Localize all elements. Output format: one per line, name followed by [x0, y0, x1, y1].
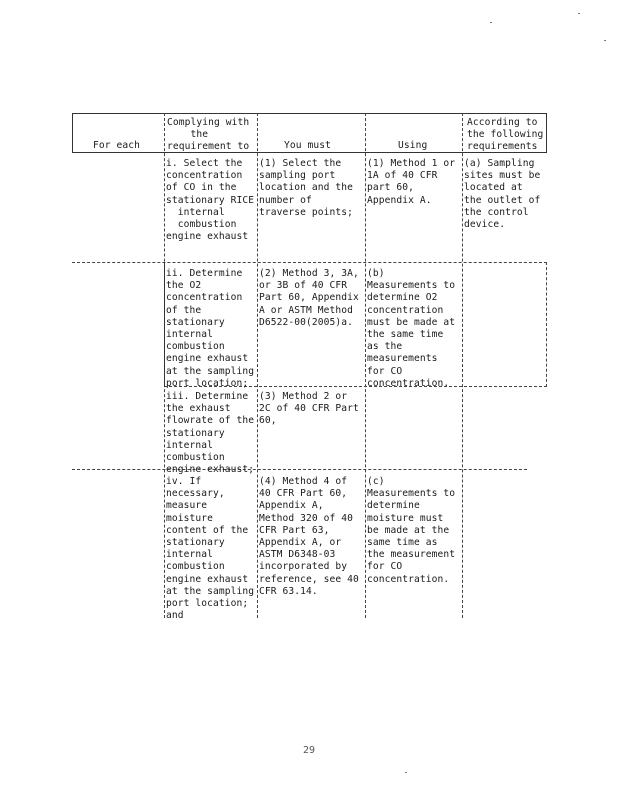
scan-speck — [490, 22, 492, 23]
row1-complying-cell: i. Select the concentration of CO in the stationary RICE internal combustion engine exhaust — [166, 158, 255, 243]
scan-speck — [405, 772, 407, 773]
page-number: 29 — [303, 745, 316, 756]
row4-complying-cell: iv. If necessary, measure moisture content of the stationary internal combustion engine exhaust at the sampling port location; and — [166, 476, 255, 622]
header-for-each: For each — [93, 140, 141, 151]
header-you-must: You must — [284, 140, 332, 151]
row2-complying-cell: ii. Determine the O2 concentration of the stationary internal combustion engine exhaust at the sampling port location; — [166, 268, 255, 389]
table-top-rule — [72, 113, 547, 114]
table-right-rule-lower — [546, 262, 547, 387]
row1-requirements-cell: (a) Sampling sites must be located at the outlet of the control device. — [464, 158, 541, 231]
row3-rule — [72, 469, 527, 470]
row2-left-rule — [164, 262, 165, 387]
row4-using-cell: (c) Measurements to determine moisture must be made at the same time as the measurement for CO concentration. — [367, 476, 456, 585]
table-left-rule — [72, 113, 73, 153]
header-according-to: According to the following requirements — [467, 117, 544, 153]
row1-using-cell: (1) Method 1 or 1A of 40 CFR part 60, Appendix A. — [367, 158, 456, 206]
row2-you-must-cell: (2) Method 3, 3A, or 3B of 40 CFR Part 60, Appendix A or ASTM Method D6522-00(2005)a. — [259, 268, 359, 328]
header-complying-with: Complying with the requirement to — [167, 117, 250, 153]
scan-speck — [604, 40, 606, 41]
row3-you-must-cell: (3) Method 2 or 2C of 40 CFR Part 60, — [259, 391, 359, 427]
row1-you-must-cell: (1) Select the sampling port location and the number of traverse points; — [259, 158, 354, 218]
row3-complying-cell: iii. Determine the exhaust flowrate of the stationary internal combustion engine exhaust; — [166, 391, 255, 476]
col5-rule — [462, 113, 463, 618]
row2-using-cell: (b) Measurements to determine O2 concentration must be made at the same time as the measurements for CO concentration. — [367, 268, 456, 389]
row1-rule — [72, 262, 547, 263]
row4-you-must-cell: (4) Method 4 of 40 CFR Part 60, Appendix A, Method 320 of 40 CFR Part 63, Appendix A, or ASTM D6348-03 incorporated by reference, see 40 CFR 63.14. — [259, 476, 359, 597]
table-right-rule — [546, 113, 547, 153]
col3-rule — [257, 113, 258, 618]
col4-rule — [365, 113, 366, 618]
header-using: Using — [398, 140, 428, 151]
scan-speck — [578, 13, 580, 14]
